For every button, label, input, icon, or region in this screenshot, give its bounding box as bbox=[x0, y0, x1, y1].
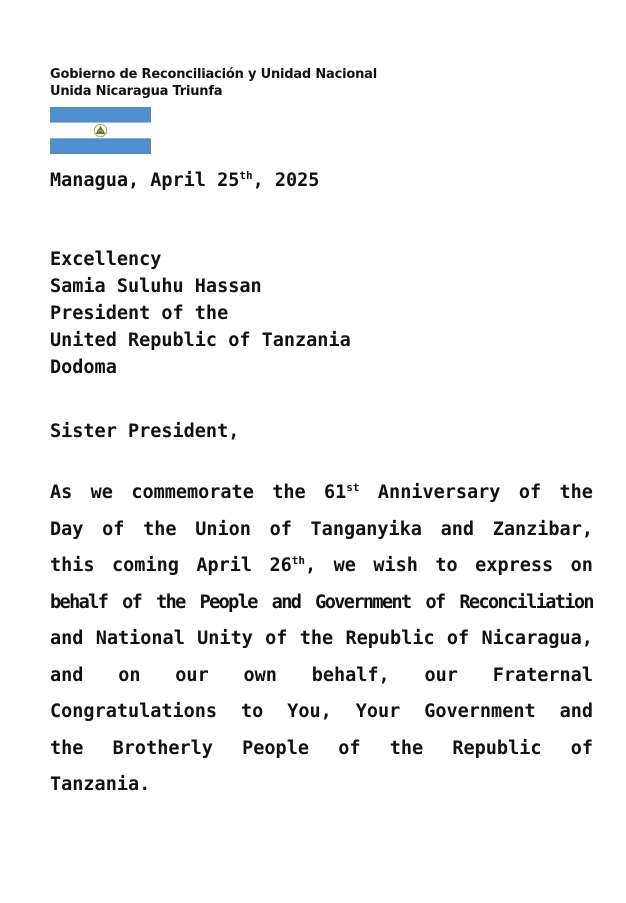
letter-body bbox=[50, 481, 593, 810]
body-line-6: and on our own behalf, our Fraternal bbox=[50, 664, 593, 686]
letter-date bbox=[50, 169, 319, 193]
body-line-7: Congratulations to You, Your Government and bbox=[50, 701, 593, 722]
recipient-address bbox=[50, 246, 351, 381]
body-line-9-text: Tanzania. bbox=[50, 774, 151, 795]
body-line-2: Day of the Union of Tanganyika and Zanzibar, bbox=[50, 518, 593, 540]
salutation: Sister President, bbox=[50, 421, 240, 442]
date-year: , 2025 bbox=[252, 170, 320, 191]
body-line-1: As we commemorate the 61st Anniversary of the bbox=[50, 480, 593, 503]
date-ordinal-suffix: th bbox=[239, 168, 253, 182]
address-line: Samia Suluhu Hassan bbox=[50, 276, 262, 297]
body-line-9 bbox=[50, 773, 593, 810]
address-line: Dodoma bbox=[50, 357, 117, 378]
body-line-4: behalf of the People and Government of Reconciliation bbox=[50, 591, 593, 613]
body-line-3: this coming April 26th, we wish to express on bbox=[50, 553, 593, 576]
body-line-5: and National Unity of the Republic of Nicaragua, bbox=[50, 628, 593, 649]
address-line: Excellency bbox=[50, 249, 162, 270]
address-line: United Republic of Tanzania bbox=[50, 330, 351, 351]
nicaragua-flag-icon bbox=[50, 107, 151, 154]
date-text: Managua, April 25 bbox=[50, 170, 240, 191]
letterhead-slogan: Unida Nicaragua Triunfa bbox=[50, 84, 223, 99]
address-line: President of the bbox=[50, 303, 229, 324]
body-line-8: the Brotherly People of the Republic of bbox=[50, 737, 593, 759]
letterhead-government-name: Gobierno de Reconciliación y Unidad Nacional bbox=[50, 67, 377, 82]
letterhead bbox=[50, 66, 377, 100]
